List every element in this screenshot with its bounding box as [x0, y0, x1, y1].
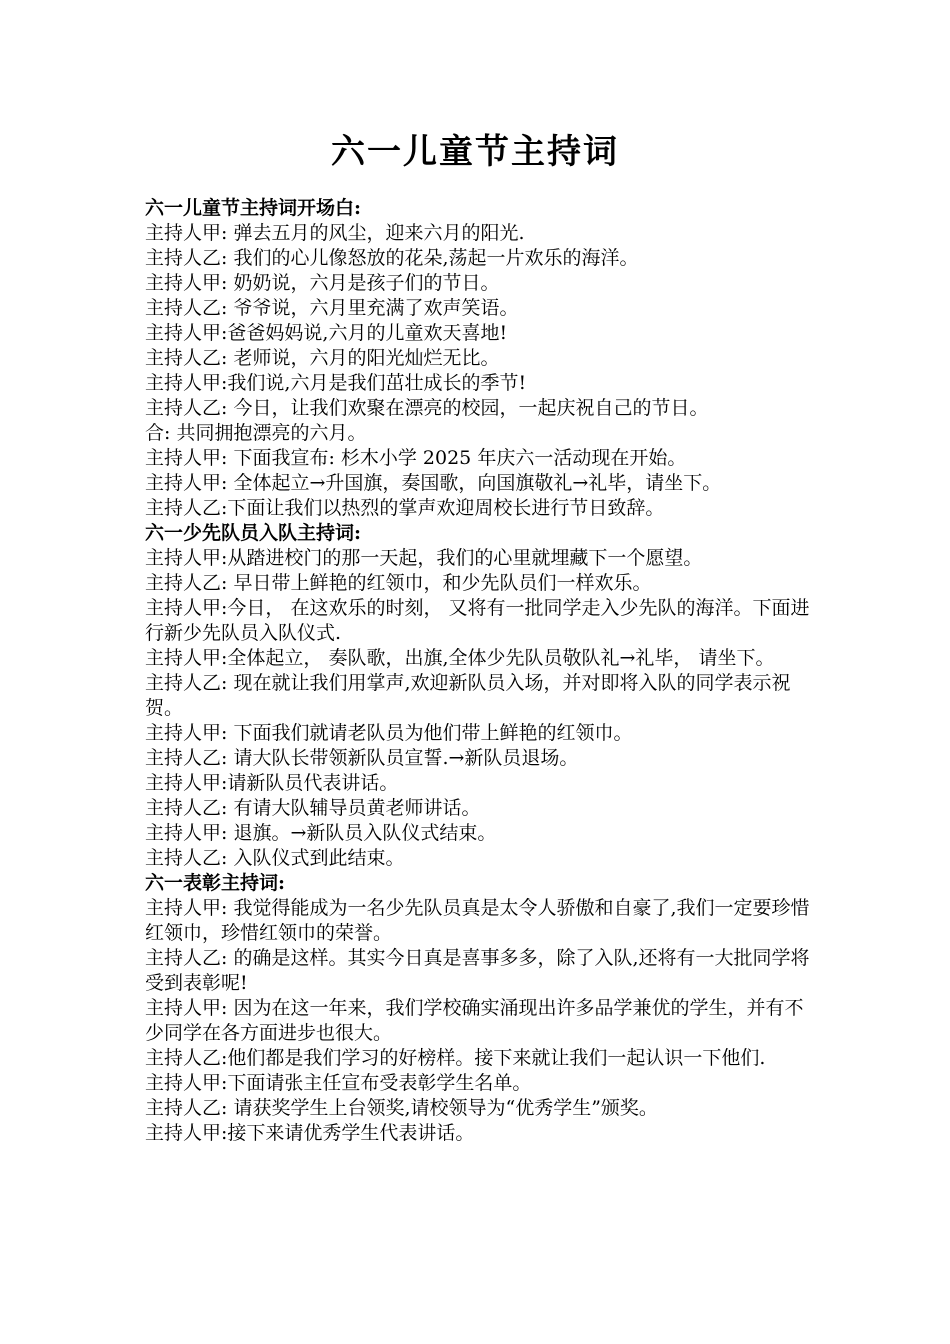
page-title: 六一儿童节主持词 — [331, 132, 619, 172]
script-line: 主持人甲: 因为在这一年来，我们学校确实涌现出许多品学兼优的学生，并有不少同学在各方面进步也很大。 — [145, 997, 804, 1044]
script-line: 主持人乙: 现在就让我们用掌声,欢迎新队员入场，并对即将入队的同学表示祝贺。 — [145, 672, 791, 719]
script-line: 主持人甲:下面请张主任宣布受表彰学生名单。 — [145, 1072, 532, 1094]
section-heading: 六一表彰主持词: — [145, 872, 286, 894]
script-line: 主持人甲:我们说,六月是我们茁壮成长的季节! — [145, 372, 527, 394]
script-line: 主持人乙:他们都是我们学习的好榜样。接下来就让我们一起认识一下他们. — [145, 1047, 766, 1069]
script-line: 主持人甲: 弹去五月的风尘，迎来六月的阳光. — [145, 222, 525, 244]
script-line: 主持人甲: 下面我宣布: 杉木小学 2025 年庆六一活动现在开始。 — [145, 447, 687, 469]
script-line: 合: 共同拥抱漂亮的六月。 — [145, 422, 367, 444]
script-line: 主持人乙:下面让我们以热烈的掌声欢迎周校长进行节日致辞。 — [145, 497, 665, 519]
script-line: 主持人乙: 早日带上鲜艳的红领巾，和少先队员们一样欢乐。 — [145, 572, 652, 594]
script-line: 主持人甲:今日， 在这欢乐的时刻， 又将有一批同学走入少先队的海洋。下面进行新少先队员入队仪式. — [145, 597, 810, 644]
script-line: 主持人乙: 我们的心儿像怒放的花朵,荡起一片欢乐的海洋。 — [145, 247, 639, 269]
script-line: 主持人甲: 全体起立→升国旗，奏国歌，向国旗敬礼→礼毕，请坐下。 — [145, 472, 722, 494]
script-line: 主持人甲: 我觉得能成为一名少先队员真是太令人骄傲和自豪了,我们一定要珍惜红领巾，珍惜红领巾的荣誉。 — [145, 897, 810, 944]
script-line: 主持人乙: 老师说，六月的阳光灿烂无比。 — [145, 347, 500, 369]
script-line: 主持人乙: 爷爷说，六月里充满了欢声笑语。 — [145, 297, 519, 319]
section-heading: 六一少先队员入队主持词: — [145, 522, 362, 544]
script-line: 主持人乙: 今日，让我们欢聚在漂亮的校园，一起庆祝自己的节日。 — [145, 397, 709, 419]
script-line: 主持人乙: 请大队长带领新队员宣誓.→新队员退场。 — [145, 747, 579, 769]
script-line: 主持人乙: 的确是这样。其实今日真是喜事多多，除了入队,还将有一大批同学将受到表彰呢! — [145, 947, 810, 994]
script-line: 主持人甲:从踏进校门的那一天起，我们的心里就埋藏下一个愿望。 — [145, 547, 703, 569]
script-line: 主持人甲:请新队员代表讲话。 — [145, 772, 399, 794]
script-line: 主持人甲: 奶奶说，六月是孩子们的节日。 — [145, 272, 500, 294]
script-line: 主持人甲:爸爸妈妈说,六月的儿童欢天喜地! — [145, 322, 508, 344]
script-line: 主持人甲:全体起立， 奏队歌，出旗,全体少先队员敬队礼→礼毕， 请坐下。 — [145, 647, 775, 669]
document-body — [145, 196, 813, 1146]
script-line: 主持人甲: 退旗。→新队员入队仪式结束。 — [145, 822, 497, 844]
script-line: 主持人甲: 下面我们就请老队员为他们带上鲜艳的红领巾。 — [145, 722, 633, 744]
script-line: 主持人乙: 请获奖学生上台领奖,请校领导为“优秀学生”颁奖。 — [145, 1097, 658, 1119]
section-heading: 六一儿童节主持词开场白: — [145, 197, 362, 219]
script-line: 主持人乙: 入队仪式到此结束。 — [145, 847, 405, 869]
script-line: 主持人甲:接下来请优秀学生代表讲话。 — [145, 1122, 475, 1144]
script-line: 主持人乙: 有请大队辅导员黄老师讲话。 — [145, 797, 481, 819]
